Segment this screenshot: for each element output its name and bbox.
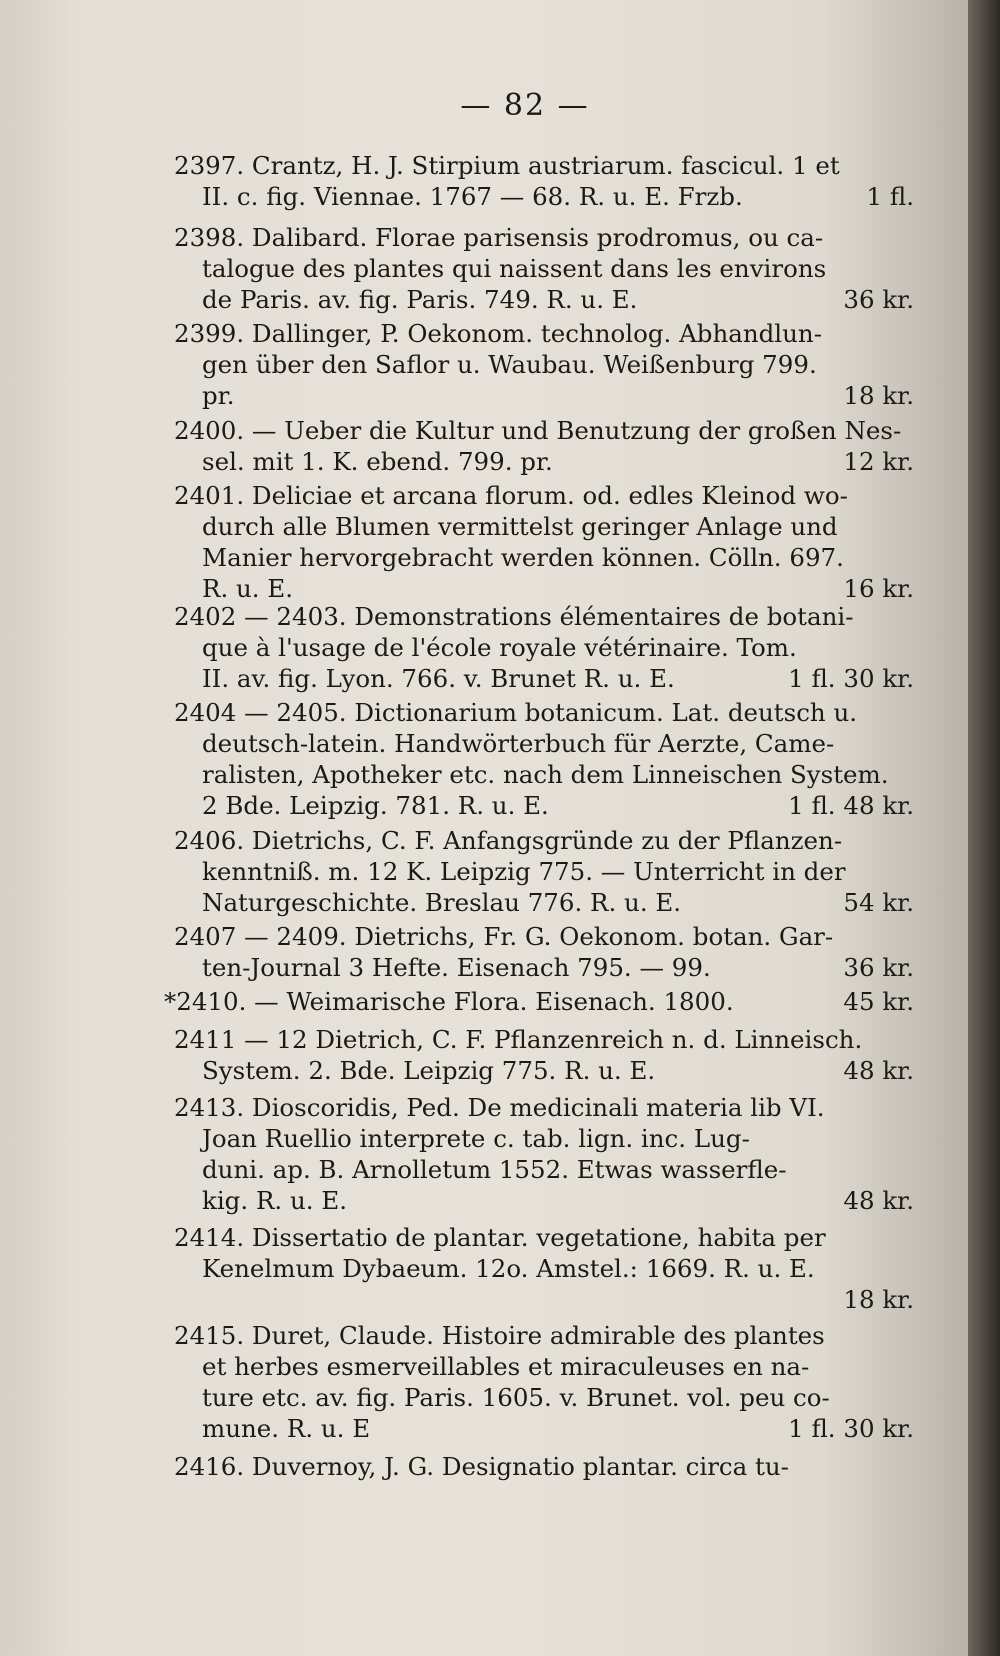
entry-line: 2398. Dalibard. Florae parisensis prodromus, ou ca- bbox=[174, 223, 824, 252]
entry-line: 2401. Deliciae et arcana florum. od. edles Kleinod wo- bbox=[174, 481, 848, 510]
catalog-entry bbox=[174, 1451, 914, 1482]
catalog-entry bbox=[174, 222, 914, 315]
entry-line: 2399. Dallinger, P. Oekonom. technolog. Abhandlun- bbox=[174, 319, 822, 348]
entry-line: 2406. Dietrichs, C. F. Anfangsgründe zu der Pflanzen- bbox=[174, 826, 843, 855]
entry-line: 2416. Duvernoy, J. G. Designatio plantar. circa tu- bbox=[174, 1452, 789, 1481]
catalog-entry bbox=[164, 986, 914, 1017]
entry-line: 2404 — 2405. Dictionarium botanicum. Lat. deutsch u. bbox=[174, 698, 858, 727]
entry-price: 1 fl. 48 kr. bbox=[788, 791, 914, 820]
entry-line: 2413. Dioscoridis, Ped. De medicinali materia lib VI. bbox=[174, 1093, 825, 1122]
catalog-entry bbox=[174, 1320, 914, 1444]
entry-line: ralisten, Apotheker etc. nach dem Linneischen System. bbox=[202, 760, 889, 789]
entry-price: 48 kr. bbox=[843, 1186, 914, 1215]
catalog-entry bbox=[174, 415, 914, 477]
entry-price: 1 fl. bbox=[866, 182, 914, 211]
entry-line: pr. 18 kr. bbox=[202, 381, 914, 410]
catalog-entry bbox=[174, 921, 914, 983]
page-number: — 82 — bbox=[460, 88, 590, 123]
catalog-entry bbox=[174, 480, 914, 604]
entry-line: durch alle Blumen vermittelst geringer Anlage und bbox=[202, 512, 838, 541]
entry-line: 2 Bde. Leipzig. 781. R. u. E. 1 fl. 48 kr. bbox=[202, 791, 914, 820]
entry-line: 2415. Duret, Claude. Histoire admirable des plantes bbox=[174, 1321, 825, 1350]
catalog-entry bbox=[174, 601, 914, 694]
entry-price: 1 fl. 30 kr. bbox=[788, 664, 914, 693]
entry-line: 2414. Dissertatio de plantar. vegetatione, habita per bbox=[174, 1223, 826, 1252]
entry-line: mune. R. u. E 1 fl. 30 kr. bbox=[202, 1414, 914, 1443]
catalog-entry bbox=[174, 825, 914, 918]
entry-line: 2411 — 12 Dietrich, C. F. Pflanzenreich n. d. Linneisch. bbox=[174, 1025, 863, 1054]
entry-line: Joan Ruellio interprete c. tab. lign. inc. Lug- bbox=[202, 1124, 750, 1153]
catalog-entry bbox=[174, 1092, 914, 1216]
entry-line: que à l'usage de l'école royale vétérinaire. Tom. bbox=[202, 633, 797, 662]
entry-line: System. 2. Bde. Leipzig 775. R. u. E. 48 kr. bbox=[202, 1056, 914, 1085]
entry-line: 2407 — 2409. Dietrichs, Fr. G. Oekonom. botan. Gar- bbox=[174, 922, 834, 951]
entry-price: 45 kr. bbox=[843, 987, 914, 1016]
entry-line: Kenelmum Dybaeum. 12o. Amstel.: 1669. R. u. E. bbox=[202, 1254, 815, 1283]
catalog-entry bbox=[174, 1024, 914, 1086]
entry-line: talogue des plantes qui naissent dans les environs bbox=[202, 254, 827, 283]
entry-line: ture etc. av. fig. Paris. 1605. v. Brunet. vol. peu co- bbox=[202, 1383, 830, 1412]
entry-price: 12 kr. bbox=[843, 447, 914, 476]
entry-line: II. av. fig. Lyon. 766. v. Brunet R. u. E. 1 fl. 30 kr. bbox=[202, 664, 914, 693]
entry-line bbox=[174, 1284, 914, 1315]
entry-line: R. u. E. 16 kr. bbox=[202, 574, 914, 603]
catalog-entry bbox=[174, 318, 914, 411]
entry-price: 18 kr. bbox=[843, 381, 914, 410]
entry-line: *2410. — Weimarische Flora. Eisenach. 1800. 45 kr. bbox=[164, 987, 914, 1016]
entry-line: gen über den Saflor u. Waubau. Weißenburg 799. bbox=[202, 350, 817, 379]
catalog-entry bbox=[174, 697, 914, 821]
entry-price: 16 kr. bbox=[843, 574, 914, 603]
entry-line: kenntniß. m. 12 K. Leipzig 775. — Unterricht in der bbox=[202, 857, 846, 886]
entry-line: ten-Journal 3 Hefte. Eisenach 795. — 99. 36 kr. bbox=[202, 953, 914, 982]
catalog-entry bbox=[174, 1222, 914, 1315]
entry-price: 48 kr. bbox=[843, 1056, 914, 1085]
entry-price: 18 kr. bbox=[843, 1285, 914, 1314]
entry-line: de Paris. av. fig. Paris. 749. R. u. E. 36 kr. bbox=[202, 285, 914, 314]
entry-line: sel. mit 1. K. ebend. 799. pr. 12 kr. bbox=[202, 447, 914, 476]
entry-line: et herbes esmerveillables et miraculeuses en na- bbox=[202, 1352, 810, 1381]
book-spine-edge bbox=[968, 0, 1000, 1656]
entry-line: Manier hervorgebracht werden können. Cölln. 697. bbox=[202, 543, 844, 572]
entry-line: 2397. Crantz, H. J. Stirpium austriarum. fascicul. 1 et bbox=[174, 151, 840, 180]
entry-price: 36 kr. bbox=[843, 953, 914, 982]
entry-line: Naturgeschichte. Breslau 776. R. u. E. 54 kr. bbox=[202, 888, 914, 917]
entry-price: 1 fl. 30 kr. bbox=[788, 1414, 914, 1443]
entry-line: kig. R. u. E. 48 kr. bbox=[202, 1186, 914, 1215]
entry-price: 36 kr. bbox=[843, 285, 914, 314]
catalog-entry bbox=[174, 150, 914, 212]
entry-line: deutsch-latein. Handwörterbuch für Aerzte, Came- bbox=[202, 729, 835, 758]
entry-line: duni. ap. B. Arnolletum 1552. Etwas wasserfle- bbox=[202, 1155, 787, 1184]
entry-line: 2400. — Ueber die Kultur und Benutzung der großen Nes- bbox=[174, 416, 902, 445]
entry-line: 2402 — 2403. Demonstrations élémentaires de botani- bbox=[174, 602, 854, 631]
entry-line: II. c. fig. Viennae. 1767 — 68. R. u. E. Frzb. 1 fl. bbox=[202, 182, 914, 211]
entry-price: 54 kr. bbox=[843, 888, 914, 917]
